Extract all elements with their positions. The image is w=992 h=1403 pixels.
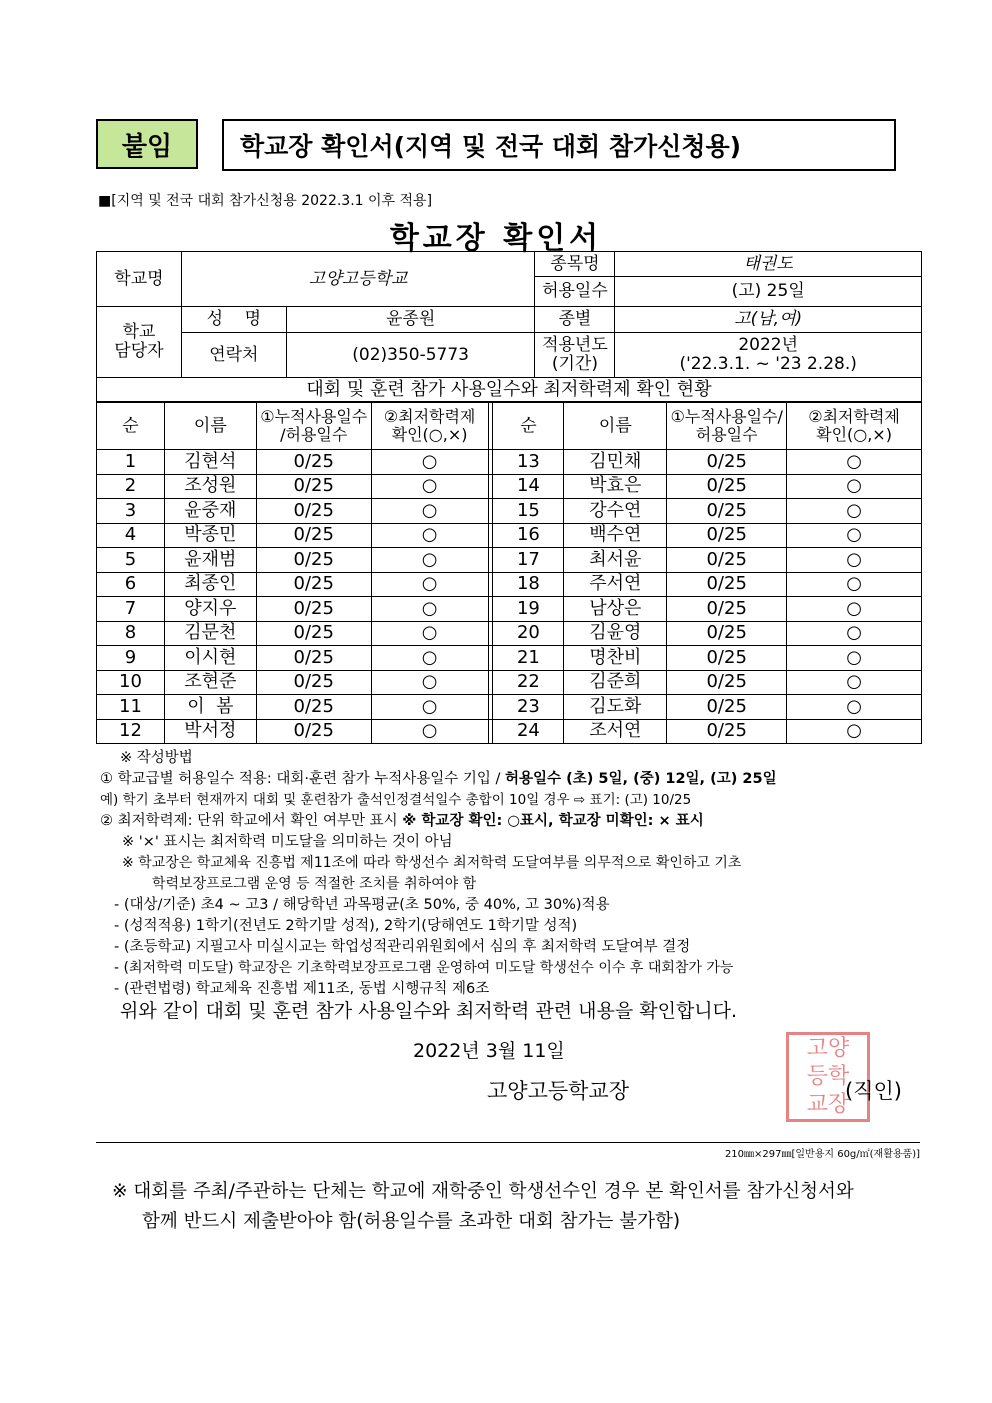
row-number: 4 (97, 523, 165, 548)
academic-check: ○ (371, 450, 488, 475)
col-no: 순 (493, 403, 564, 450)
academic-check: ○ (787, 695, 922, 720)
academic-check: ○ (787, 548, 922, 573)
days-used: 0/25 (256, 548, 371, 573)
academic-check: ○ (371, 621, 488, 646)
row-number: 5 (97, 548, 165, 573)
official-seal-icon: 고양 등학 교장 (786, 1032, 870, 1122)
student-name: 박효은 (564, 474, 667, 499)
academic-check: ○ (787, 450, 922, 475)
notes-line: ※ 학교장은 학교체육 진흥법 제11조에 따라 학생선수 최저학력 도달여부를 의무적으로 확인하고 기초 (122, 855, 742, 871)
col-check: ②최저학력제 확인(○,×) (371, 403, 488, 450)
days-used: 0/25 (667, 548, 787, 573)
allowed-days-value: (고) 25일 (615, 277, 922, 307)
student-name: 조서연 (564, 719, 667, 744)
category-label: 종별 (535, 307, 615, 333)
row-number: 20 (493, 621, 564, 646)
col-days: ①누적사용일수 /허용일수 (256, 403, 371, 450)
status-heading: 대회 및 훈련 참가 사용일수와 최저학력제 확인 현황 (97, 378, 922, 402)
notes (100, 748, 930, 1000)
notes-line: ① 학교급별 허용일수 적용: 대회·훈련 참가 누적사용일수 기입 / 허용일수 (초) 5일, (중) 12일, (고) 25일 (100, 771, 777, 787)
row-number: 19 (493, 597, 564, 622)
days-used: 0/25 (256, 597, 371, 622)
school-value: 고양고등학교 (181, 252, 535, 307)
row-number: 16 (493, 523, 564, 548)
manager-label: 학교 담당자 (97, 307, 182, 378)
school-label: 학교명 (97, 252, 182, 307)
notes-heading: ※ 작성방법 (120, 750, 193, 766)
academic-check: ○ (371, 695, 488, 720)
academic-check: ○ (371, 719, 488, 744)
name-label: 성 명 (181, 307, 286, 333)
student-name: 윤재범 (164, 548, 256, 573)
days-used: 0/25 (256, 450, 371, 475)
days-used: 0/25 (256, 646, 371, 671)
year-cell (615, 333, 922, 378)
event-value: 태권도 (615, 252, 922, 277)
row-number: 18 (493, 572, 564, 597)
student-name: 김도화 (564, 695, 667, 720)
days-used: 0/25 (667, 621, 787, 646)
student-name: 명찬비 (564, 646, 667, 671)
col-name: 이름 (564, 403, 667, 450)
student-name: 조성원 (164, 474, 256, 499)
table-row (97, 719, 922, 744)
academic-check: ○ (371, 523, 488, 548)
days-used: 0/25 (256, 621, 371, 646)
days-used: 0/25 (667, 523, 787, 548)
days-used: 0/25 (667, 474, 787, 499)
status-table (96, 402, 922, 744)
row-number: 7 (97, 597, 165, 622)
student-name: 김민채 (564, 450, 667, 475)
notes-line: - (관련법령) 학교체육 진흥법 제11조, 동법 시행규칙 제6조 (114, 981, 490, 997)
seal-label: (직인) (845, 1079, 902, 1103)
academic-check: ○ (787, 646, 922, 671)
days-used: 0/25 (256, 474, 371, 499)
col-no: 순 (97, 403, 165, 450)
student-name: 박서정 (164, 719, 256, 744)
name-value: 윤종원 (286, 307, 535, 333)
days-used: 0/25 (667, 670, 787, 695)
days-used: 0/25 (256, 670, 371, 695)
info-table (96, 251, 922, 402)
year-value: 2022년 (738, 335, 799, 356)
student-name: 주서연 (564, 572, 667, 597)
student-name: 강수연 (564, 499, 667, 524)
student-name: 김현석 (164, 450, 256, 475)
row-number: 13 (493, 450, 564, 475)
table-row (97, 474, 922, 499)
notes-line: - (최저학력 미도달) 학교장은 기초학력보장프로그램 운영하여 미도달 학생선수 이수 후 대회참가 가능 (114, 960, 734, 976)
period-value: ('22.3.1. ~ '23 2.28.) (679, 354, 857, 374)
row-number: 21 (493, 646, 564, 671)
row-number: 6 (97, 572, 165, 597)
academic-check: ○ (787, 621, 922, 646)
days-used: 0/25 (256, 499, 371, 524)
notes-line: 학력보장프로그램 운영 등 적절한 조치를 취하여야 함 (152, 876, 477, 892)
row-number: 24 (493, 719, 564, 744)
days-used: 0/25 (256, 695, 371, 720)
days-used: 0/25 (667, 646, 787, 671)
days-used: 0/25 (667, 719, 787, 744)
row-number: 11 (97, 695, 165, 720)
footer-line: 함께 반드시 제출받아야 함(허용일수를 초과한 대회 참가는 불가함) (142, 1211, 681, 1232)
table-row (97, 450, 922, 475)
notes-line: - (초등학교) 지필고사 미실시교는 학업성적관리위원회에서 심의 후 최저학력 도달여부 결정 (114, 939, 691, 955)
year-label: 적용년도 (기간) (535, 333, 615, 378)
confirm-text: 위와 같이 대회 및 훈련 참가 사용일수와 최저학력 관련 내용을 확인합니다. (120, 1000, 738, 1022)
student-name: 최종인 (164, 572, 256, 597)
event-label: 종목명 (535, 252, 615, 277)
row-number: 9 (97, 646, 165, 671)
category-value: 고(남,여) (615, 307, 922, 333)
student-name: 남상은 (564, 597, 667, 622)
col-days: ①누적사용일수/ 허용일수 (667, 403, 787, 450)
student-name: 김준희 (564, 670, 667, 695)
row-number: 15 (493, 499, 564, 524)
table-row (97, 548, 922, 573)
days-used: 0/25 (256, 719, 371, 744)
row-number: 22 (493, 670, 564, 695)
contact-value: (02)350-5773 (286, 333, 535, 378)
notes-line: 예) 학기 초부터 현재까지 대회 및 훈련참가 출석인정결석일수 총합이 10일 경우 ⇨ 표기: (고) 10/25 (100, 792, 692, 808)
footer-line: ※ 대회를 주최/주관하는 단체는 학교에 재학중인 학생선수인 경우 본 확인서를 참가신청서와 (112, 1181, 854, 1202)
row-number: 8 (97, 621, 165, 646)
academic-check: ○ (787, 670, 922, 695)
table-row (97, 523, 922, 548)
student-name: 최서윤 (564, 548, 667, 573)
notes-line: - (성적적용) 1학기(전년도 2학기말 성적), 2학기(당해연도 1학기말 성적) (114, 918, 578, 934)
divider (96, 1142, 920, 1143)
table-row (97, 695, 922, 720)
academic-check: ○ (371, 548, 488, 573)
days-used: 0/25 (667, 572, 787, 597)
academic-check: ○ (787, 719, 922, 744)
student-name: 박종민 (164, 523, 256, 548)
row-number: 17 (493, 548, 564, 573)
days-used: 0/25 (667, 695, 787, 720)
header-title: 학교장 확인서(지역 및 전국 대회 참가신청용) (222, 119, 896, 171)
academic-check: ○ (371, 499, 488, 524)
days-used: 0/25 (256, 572, 371, 597)
table-row (97, 670, 922, 695)
table-row (97, 572, 922, 597)
row-number: 12 (97, 719, 165, 744)
student-name: 백수연 (564, 523, 667, 548)
row-number: 10 (97, 670, 165, 695)
notes-line: - (대상/기준) 초4 ~ 고3 / 해당학년 과목평균(초 50%, 중 40%, 고 30%)적용 (114, 897, 610, 913)
col-check: ②최저학력제 확인(○,×) (787, 403, 922, 450)
row-number: 2 (97, 474, 165, 499)
table-row (97, 597, 922, 622)
table-row (97, 621, 922, 646)
academic-check: ○ (787, 474, 922, 499)
academic-check: ○ (787, 572, 922, 597)
academic-check: ○ (371, 474, 488, 499)
academic-check: ○ (787, 523, 922, 548)
academic-check: ○ (371, 572, 488, 597)
notes-line: ※ '×' 표시는 최저학력 미도달을 의미하는 것이 아님 (122, 834, 453, 850)
row-number: 3 (97, 499, 165, 524)
academic-check: ○ (371, 597, 488, 622)
paper-spec: 210㎜×297㎜[일반용지 60g/㎡(재활용품)] (724, 1149, 920, 1160)
days-used: 0/25 (667, 450, 787, 475)
days-used: 0/25 (256, 523, 371, 548)
table-row (97, 499, 922, 524)
document-title: 학교장 확인서 (389, 221, 603, 256)
notes-line: ② 최저학력제: 단위 학교에서 확인 여부만 표시 ※ 학교장 확인: ○표시, 학교장 미확인: × 표시 (100, 813, 704, 829)
days-used: 0/25 (667, 597, 787, 622)
row-number: 23 (493, 695, 564, 720)
academic-check: ○ (371, 646, 488, 671)
student-name: 이 봄 (164, 695, 256, 720)
contact-label: 연락처 (181, 333, 286, 378)
academic-check: ○ (787, 597, 922, 622)
subhead: ■[지역 및 전국 대회 참가신청용 2022.3.1 이후 적용] (98, 193, 433, 209)
student-name: 양지우 (164, 597, 256, 622)
allowed-days-label: 허용일수 (535, 277, 615, 307)
student-name: 윤중재 (164, 499, 256, 524)
academic-check: ○ (787, 499, 922, 524)
footer-note (112, 1177, 854, 1237)
days-used: 0/25 (667, 499, 787, 524)
row-number: 1 (97, 450, 165, 475)
principal-name: 고양고등학교장 (487, 1079, 630, 1103)
attachment-tag: 붙임 (96, 119, 198, 169)
student-name: 이시현 (164, 646, 256, 671)
row-number: 14 (493, 474, 564, 499)
student-name: 김문천 (164, 621, 256, 646)
student-name: 조현준 (164, 670, 256, 695)
table-row (97, 646, 922, 671)
academic-check: ○ (371, 670, 488, 695)
col-name: 이름 (164, 403, 256, 450)
issue-date: 2022년 3월 11일 (413, 1040, 565, 1062)
student-name: 김윤영 (564, 621, 667, 646)
